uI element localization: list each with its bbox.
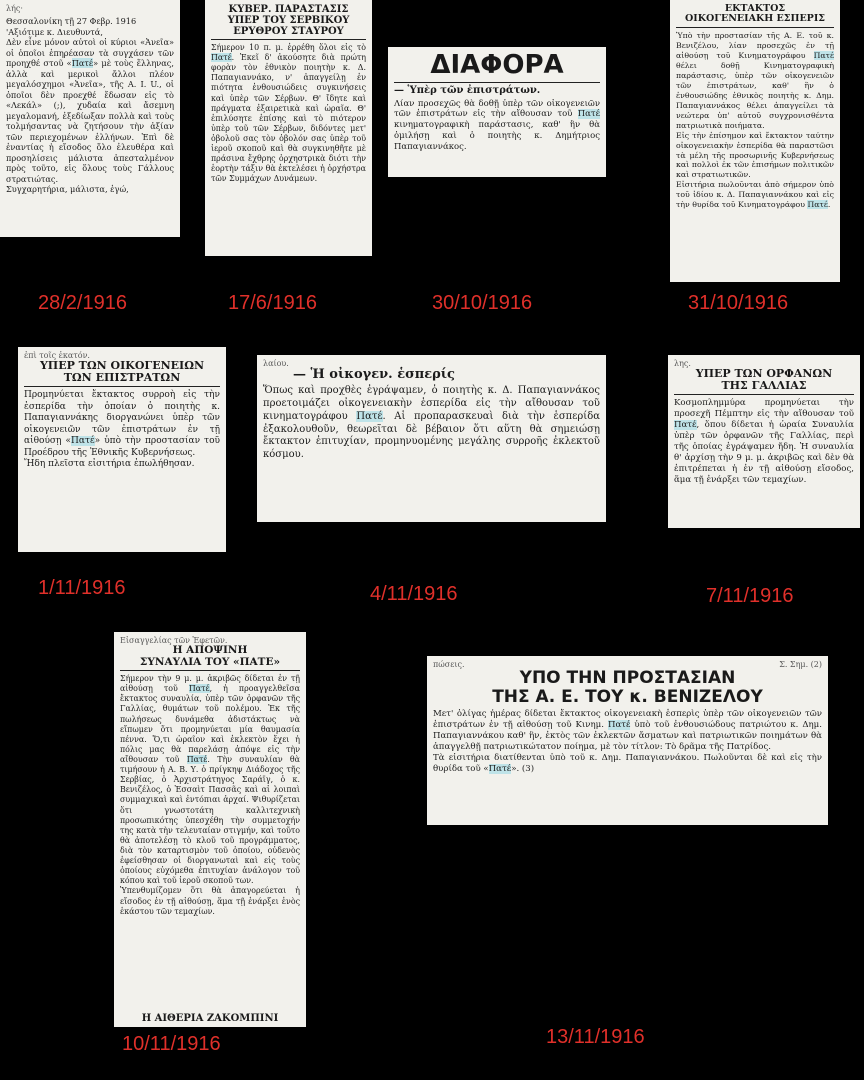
- highlighted-term: Πατέ: [211, 53, 232, 63]
- clipping-8: [114, 632, 306, 1027]
- highlighted-term: Πατέ: [807, 200, 828, 210]
- clipping-4: [670, 0, 840, 282]
- clipping-footer: Η ΑΙΘΕΡΙΑ ΖΑΚΟΜΠΙΝΙ: [141, 1013, 279, 1024]
- clipping-body: Σήμερον 10 π. μ. ἐρρέθη ὅλοι εἰς τὸ Πατέ. Ἐκεῖ δ' ἀκούσητε διὰ πρώτη φορὰν τὸν ἐθνικὸν ποιητὴν κ. Δ. Παπαγιαννάκο, ν' ἀπαγγείλῃ ἐν πιότητα ἐνθουσιώδεις συγκινήσεις καὶ ὑπὲρ τῶν Σέρβων. Θ' ἴδητε καὶ πράγματα ἐξαιρετικὰ καὶ ὡραῖα. Θ' ἐπιλύσητε ἐπίσης καὶ τὸ πιότερον ὑπὲρ τοῦ τῶν Σέρβων, διδόντες μετ' ὀβολοῦ σας τὸν ὀβολόν σας ὑπὲρ τοῦ ἱεροῦ σκοποῦ καὶ θὰ συγκινηθῆτε μὲ πράσινα ἔχθρης ὀρχηστρικὰ διότι τὴν ἑορτὴν τάξιν θὰ ἐκτελέσει ἡ ὀρχήστρα τῶν Συμμάχων Δυνάμεων.: [211, 43, 366, 184]
- divider: [674, 394, 854, 395]
- date-label: 7/11/1916: [706, 585, 794, 607]
- clipping-3: [388, 47, 606, 177]
- clipping-headline: ΥΠΟ ΤΗΝ ΠΡΟΣΤΑΣΙΑΝ ΤΗΣ Α. Ε. ΤΟΥ κ. ΒΕΝΙΖΕΛΟΥ: [492, 668, 763, 707]
- divider: [24, 386, 220, 387]
- clipping-headline: ΔΙΑΦΟΡΑ: [430, 50, 564, 80]
- date-label: 28/2/1916: [38, 292, 127, 314]
- date-label: 17/6/1916: [228, 292, 317, 314]
- date-label: 10/11/1916: [122, 1033, 221, 1055]
- clipping-5: [18, 347, 226, 552]
- divider: [211, 39, 366, 40]
- highlighted-term: Πατέ: [577, 109, 600, 120]
- clipping-1: [0, 0, 180, 237]
- clipping-2: [205, 0, 372, 256]
- clipping-headline: ΚΥΒΕΡ. ΠΑΡΑΣΤΑΣΙΣ ΥΠΕΡ ΤΟΥ ΣΕΡΒΙΚΟΥ ΕΡΥΘΡΟΥ ΣΤΑΥΡΟΥ: [227, 4, 350, 37]
- clipping-body: Κοσμοπλημμύρα προμηνύεται τὴν προσεχῆ Πέμπτην εἰς τὴν αἴθουσαν τοῦ Πατέ, ὅπου δίδεται ἡ ὡραία Συναυλία ὑπὲρ τῶν ὀρφανῶν τῆς Γαλλίας, περὶ τῆς ὁποίας ἐγράψαμεν ἤδη. Ἡ συναυλία θ' ἀρχίσῃ τὴν 9 μ. μ. ἀκριβῶς καὶ δὲν θὰ ἐπιτρέπεται ἡ ἐν τῇ αἰθούσῃ εἴσοδος, ἅμα τῇ ἐνάρξει τῶν τεμαχίων.: [674, 398, 854, 486]
- highlighted-term: Πατέ: [488, 764, 512, 775]
- clipping-subhead: — Ὑπὲρ τῶν ἐπιστράτων.: [394, 84, 541, 96]
- clipping-7: [668, 355, 860, 528]
- highlighted-term: Πατέ: [356, 410, 383, 422]
- clipping-body: Ὑπὸ τὴν προστασίαν τῆς Α. Ε. τοῦ κ. Βενιζέλου, λίαν προσεχῶς ἐν τῇ αἰθούσῃ τοῦ Κινηματογράφου Πατέ θέλει δοθῇ Κινηματογραφικὴ παράστασις, ὑπὲρ τῶν οἰκογενειῶν τῶν ἐπιστράτων, καθ' ἣν ὁ ἐνθουσιώδης ἐθνικὸς ποιητὴς κ. Δημ. Παπαγιαννάκος θέλει ἀπαγγείλει τὰ νεώτερα ὑπ' αὐτοῦ συγχρονισθέντα πατριωτικὰ ποιήματα. Εἰς τὴν ἐπίσημον καὶ ἔκτακτον ταύτην οἰκογενειακὴν ἑσπερίδα θὰ παραστῶσι τὰ μέλη τῆς προσωρινῆς Κυβερνήσεως καὶ πολλοὶ ἐκ τῶν ἐπισήμων πολιτικῶν καὶ στρατιωτικῶν. Εἰσιτήρια πωλοῦνται ἀπὸ σήμερον ὑπὸ τοῦ ἰδίου κ. Δ. Παπαγιαννάκου καὶ εἰς τὴν θυρίδα τοῦ Κινηματογράφου Πατέ.: [676, 30, 834, 210]
- divider: [394, 82, 600, 83]
- clipping-pretext: Εἰσαγγελίας τῶν Ἐφετῶν.: [120, 636, 228, 645]
- date-label: 31/10/1916: [688, 292, 789, 314]
- clipping-9: [427, 656, 828, 825]
- divider: [120, 670, 300, 671]
- highlighted-term: Πατέ: [71, 436, 95, 447]
- date-label: 13/11/1916: [546, 1026, 645, 1048]
- highlighted-term: Πατέ: [186, 754, 208, 764]
- clipping-subhead: — Ἡ οἰκογεν. ἑσπερίς: [293, 367, 455, 382]
- clipping-headline: Η ΑΠΟΨΙΝΗ ΣΥΝΑΥΛΙΑ ΤΟΥ «ΠΑΤΕ»: [139, 644, 281, 668]
- clipping-body: Σήμερον τὴν 9 μ. μ. ἀκριβῶς δίδεται ἐν τῇ αἰθούσῃ τοῦ Πατέ, ἡ προαγγελθεῖσα ἔκτακτος συναυλία, ὑπὲρ τῶν ὀρφανῶν τῆς Γαλλίας, θυμάτων τοῦ πολέμου. Ἐκ τῆς πωλήσεως δυνάμεθα ἀδιστάκτως νὰ εἴπωμεν ὅτι προμηνύεται μία θαυμασία πέννα. Ὅ,τι ὡραῖον καὶ ἐκλεκτὸν ἔχει ἡ πόλις μας θὰ παρελάσῃ ἀπόψε εἰς τὴν αἴθουσαν τοῦ Πατέ. Τὴν συναυλίαν θὰ τιμήσουν ἡ Α. Β. Υ. ὁ πρίγκηψ Διάδοχος τῆς Σερβίας, ὁ Ἀρχιστράτηγος Σαράϊγ, ὁ κ. Βενιζέλος, ὁ Ἐσσαὶτ Πασσᾶς καὶ αἱ λοιπαὶ συμμαχικαὶ καὶ ἐντόπιαι ἀρχαί. Ψιθυρίζεται ὅτι γνωστοτάτη καλλιτεχνικὴ προσωπικότης ὑπεσχέθη τὴν συμμετοχήν της κατὰ τὴν τελευταίαν στιγμήν, καὶ τοῦτο θὰ ἀποτελέσῃ τὸ κλοῦ τοῦ προγράμματος, διὰ τὸν καταρτισμὸν τοῦ ὁποίου, οὐδενὸς ἐφείσθησαν οἱ διοργανωταὶ καὶ εἰς τοὺς ὁποίους εὐχόμεθα ἐπιτυχίαν ἀνάλογον τοῦ κόπου καὶ τοῦ ἱεροῦ σκοποῦ των. Ὑπενθυμίζομεν ὅτι θὰ ἀπαγορεύεται ἡ εἴσοδος ἐν τῇ αἰθούσῃ, ἅμα τῇ ἐνάρξει ἑνὸς ἑκάστου τῶν τεμαχίων.: [120, 674, 301, 916]
- clipping-body: Ὅπως καὶ προχθὲς ἐγράψαμεν, ὁ ποιητὴς κ. Δ. Παπαγιαννάκος προετοιμάζει οἰκογενειακὴν ἑσπερίδα εἰς τὴν αἴθουσαν τοῦ κινηματογράφου Πατέ. Αἱ προπαρασκευαὶ διὰ τὴν ἑσπερίδα ἐξακολουθοῦν, θεωρεῖται δὲ βέβαιον ὅτι αὕτη θὰ σημειώσῃ ἔκτακτον ἐπιτυχίαν, προμηνυομένης μεγάλης συρροῆς ἐκλεκτοῦ κόσμου.: [263, 385, 601, 461]
- clipping-6: [257, 355, 606, 522]
- clipping-pretext: λαίου.: [263, 359, 289, 368]
- clipping-pretext: λής·: [6, 4, 23, 13]
- highlighted-term: Πατέ: [188, 684, 210, 694]
- highlighted-term: Πατέ: [71, 58, 94, 68]
- date-label: 30/10/1916: [432, 292, 533, 314]
- clipping-body: Λίαν προσεχῶς θὰ δοθῇ ὑπὲρ τῶν οἰκογενειῶν τῶν ἐπιστράτων εἰς τὴν αἴθουσαν τοῦ Πατέ κινηματογραφικὴ παράστασις, καθ' ἣν θὰ ὁμιλήσῃ καὶ ὁ ποιητὴς κ. Δημήτριος Παπαγιαννάκος.: [394, 98, 600, 153]
- clipping-pretext: λης.: [674, 359, 691, 368]
- clipping-headline: ΥΠΕΡ ΤΩΝ ΟΡΦΑΝΩΝ ΤΗΣ ΓΑΛΛΙΑΣ: [695, 367, 833, 393]
- date-label: 4/11/1916: [370, 583, 458, 605]
- highlighted-term: Πατέ: [607, 720, 631, 731]
- clipping-pretext: ἐπὶ τοῖς ἐκατόν.: [24, 351, 90, 360]
- highlighted-term: Πατέ: [674, 420, 697, 431]
- highlighted-term: Πατέ: [813, 50, 834, 60]
- clipping-pretext-right: Σ. Σημ. (2): [779, 660, 822, 669]
- date-label: 1/11/1916: [38, 577, 126, 599]
- clipping-pretext: πώσεις.: [433, 660, 465, 669]
- clipping-body: Μετ' ὀλίγας ἡμέρας δίδεται ἔκτακτος οἰκογενειακὴ ἑσπερὶς ὑπὲρ τῶν οἰκογενειῶν τῶν ἐπιστράτων ἐν τῇ αἰθούσῃ τοῦ Κινημ. Πατέ ὑπὸ τοῦ ἐνθουσιώδους πατριώτου κ. Δημ. Παπαγιαννάκου καθ' ἣν, ἐκτὸς τῶν ἐκλεκτῶν ἄσματων καὶ πατριωτικῶν ποιημάτων θὰ ἀπαγγελθῇ πατριωτικώτατον ποίημα, μὲ τὸν τίτλον: Τὸ δρᾶμα τῆς Πατρίδος. Τὰ εἰσιτήρια διατίθενται ὑπὸ τοῦ κ. Δημ. Παπαγιαννάκου. Πωλοῦνται δὲ καὶ εἰς τὴν θυρίδα τοῦ «Πατέ». (3): [433, 709, 822, 775]
- clipping-headline: ΥΠΕΡ ΤΩΝ ΟΙΚΟΓΕΝΕΙΩΝ ΤΩΝ ΕΠΙΣΤΡΑΤΩΝ: [39, 359, 205, 385]
- clipping-body: Προμηνύεται ἔκτακτος συρροὴ εἰς τὴν ἑσπερίδα τὴν ὁποίαν ὁ ποιητὴς κ. Παπαγιαννάκης διοργανώνει ὑπὲρ τῶν οἰκογενειῶν τῶν ἐπιστράτων ἐν τῇ αἰθούσῃ «Πατέ» ὑπὸ τὴν προστασίαν τοῦ Προέδρου τῆς Ἐθνικῆς Κυβερνήσεως. Ἤδη πλεῖστα εἰσιτήρια ἐπωλήθησαν.: [24, 390, 220, 470]
- clipping-headline: ΕΚΤΑΚΤΟΣ ΟΙΚΟΓΕΝΕΙΑΚΗ ΕΣΠΕΡΙΣ: [685, 3, 825, 25]
- clipping-body: Θεσσαλονίκη τῇ 27 Φεβρ. 1916 'Αξιότιμε κ. Διευθυντά, Δὲν εἶνε μόνον αὐτοὶ οἱ κύριοι «Ἀνεῖα» οἱ ὁποῖοι ἐπηρέασαν τὰ συγχάσεν τῶν προηχθέ στοῦ «Πατέ» μὲ τοὺς ἕλληνας, ἀλλὰ καὶ μερικοὶ ἄλλοι πλέον μεγαλόσχημοι «Ἀνεῖα», τῆς A. I. U., οἱ ὁποῖοι δὲν προεχθέ ἔδωσαν εἰς τὸ «Λεκάλ» (;), χυδαία καὶ ἄσεμνη μεγαλομανή, ἐξεδίωξαν πολλὰ καὶ τοὺς τολμήσαντας νὰ ζητήσουν τὴν ἀξίαν τῶν περιεχομένων ἑλλήνων. Ἐπὶ δὲ ἐναντίας ἡ εἴσοδος ὅλο ἐλευθέρα καὶ προσηλίσεις μάλιστα ἀπεσταλμένον πρὸς τοῦτο, εἰς ὅλους τοὺς Γάλλους στρατιώτας. Συγχαρητήρια, μάλιστα, ἐγώ,: [6, 16, 174, 194]
- divider: [676, 27, 834, 28]
